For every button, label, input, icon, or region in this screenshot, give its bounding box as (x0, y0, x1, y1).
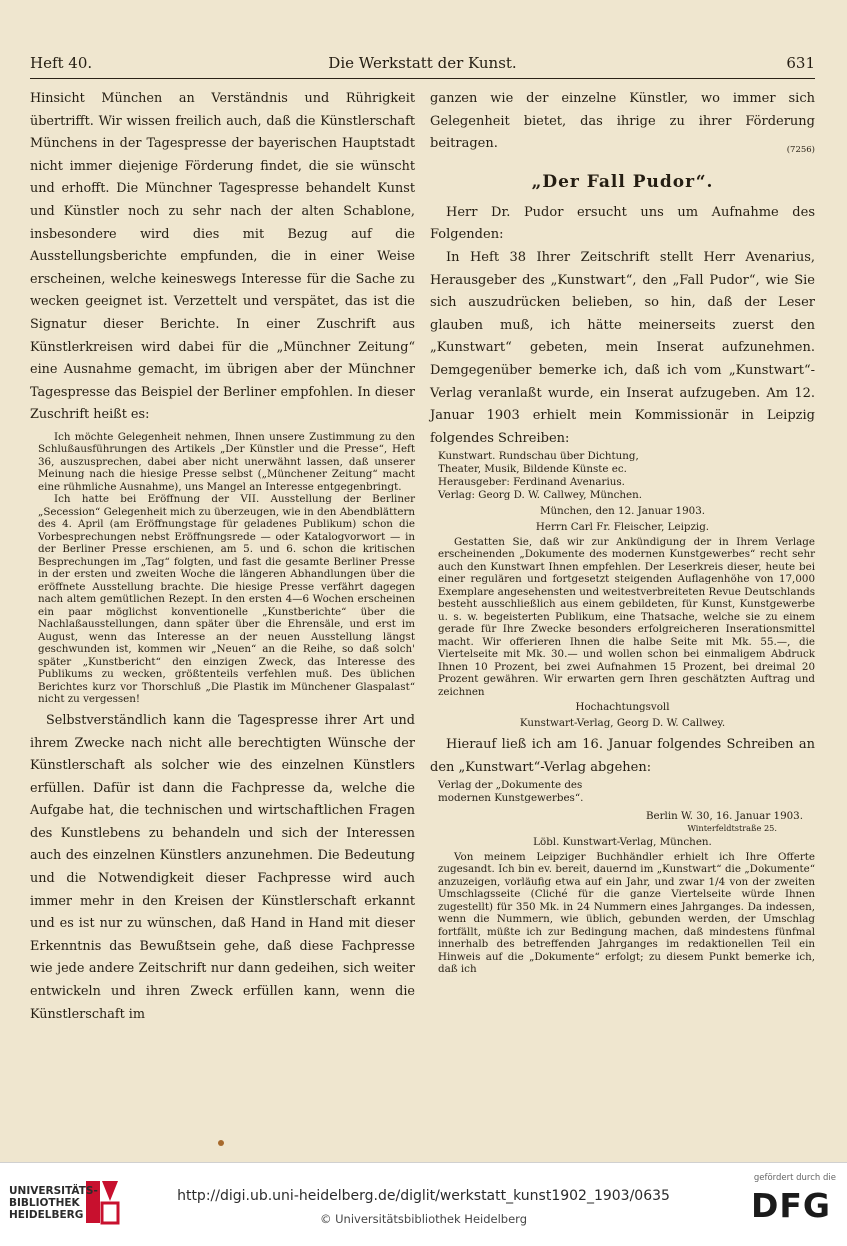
letterhead-line: Kunstwart. Rundschau über Dichtung, (438, 450, 639, 463)
letterhead (430, 450, 815, 501)
letter-closing: Hochachtungsvoll (575, 701, 670, 713)
issue-number: Heft 40. (30, 54, 93, 72)
library-name-line: HEIDELBERG (9, 1209, 84, 1221)
paragraph: Selbstverständlich kann die Tagespresse ihrer Art und ihrem Zwecke nach nicht alle berechtigten Wünsche der Künstlerschaft als solcher wie des einzelnen Künstlers erfüllen. Dafür ist dann die Fachpresse da, welche die Aufgabe hat, die technischen und wirtschaftlichen Fragen des Kunstlebens zu behandeln und sich der Interessen auch des einzelnen Künstlers anzunehmen. Die Bedeutung und die Notwendigkeit dieser Fachpresse wird auch immer mehr in den Kreisen der Künstlerschaft erkannt und es ist nur zu wünschen, daß Hand in Hand mit dieser Erkenntnis das Bewußtsein gehe, daß diese Fachpresse wie jede andere Zeitschrift nur dann gedeihen, sich weiter entwickeln und ihren Zweck erfüllen kann, wenn die Künstlerschaft im (30, 712, 415, 1022)
library-name-line: UNIVERSITÄTS- (9, 1185, 98, 1197)
letterhead-line: Herausgeber: Ferdinand Avenarius. (438, 475, 625, 488)
letter-date: München, den 12. Januar 1903. (539, 504, 706, 517)
left-column (30, 88, 415, 1026)
letter-signature: Kunstwart-Verlag, Georg D. W. Callwey. (519, 717, 726, 729)
page-number: 631 (786, 54, 815, 72)
funding-note: gefördert durch die (753, 1173, 836, 1183)
letter-date: Berlin W. 30, 16. Januar 1903. (645, 809, 803, 822)
letterhead-line: Verlag: Georg D. W. Callwey, München. (438, 488, 643, 501)
paragraph: Hinsicht München an Verständnis und Rührigkeit übertrifft. Wir wissen freilich auch, daß die Künstlerschaft Münchens in der Tagespresse der bayerischen Hauptstadt nicht immer diejenige Förderung findet, die sie wünscht und erhofft. Die Münchner Tagespresse behandelt Kunst und Künstler noch zu sehr nach der alten Schablone, insbesondere wird dies mit Bezug auf die Ausstellungsberichte empfunden, die in einer Weise erscheinen, welche keineswegs Interesse für die Sache zu wecken geeignet ist. Verzettelt und verspätet, das ist die Signatur dieser Berichte. In einer Zuschrift aus Künstlerkreisen wird dabei für die „Münchner Zeitung“ eine Ausnahme gemacht, im übrigen aber der Münchner Tagespresse das Beispiel der Berliner empfohlen. In dieser Zuschrift heißt es: (30, 91, 415, 423)
dfg-logo: DFG (750, 1186, 831, 1225)
quoted-letter-paragraph: Ich möchte Gelegenheit nehmen, Ihnen unsere Zustimmung zu den Schlußausführungen des Artikels „Der Künstler und die Presse“, Heft 36, auszusprechen, dabei aber nicht unerwähnt lassen, daß unserer Meinung nach die hiesige Presse selbst („Münchener Zeitung“ macht eine rühmliche Ausnahme), uns Mangel an Interesse entgegenbringt. (38, 430, 415, 493)
article-title: „Der Fall Pudor“. (531, 171, 714, 192)
paragraph-continued (430, 88, 815, 156)
right-column (430, 88, 815, 976)
ink-mark (218, 1140, 224, 1146)
letter-sender (430, 779, 815, 805)
header-rule (30, 78, 815, 79)
sender-line: Verlag der „Dokumente des (438, 779, 583, 792)
paragraph: In Heft 38 Ihrer Zeitschrift stellt Herr Avenarius, Herausgeber des „Kunstwart“, den „Fall Pudor“, wie Sie sich auszudrücken belieben, so hin, daß der Leser glauben muß, ich hätte meinerseits zuerst den „Kunstwart“ gebeten, mein Inserat aufzunehmen. Demgegenüber bemerke ich, daß ich vom „Kunstwart“-Verlag veranlaßt wurde, ein Inserat aufzugeben. Am 12. Januar 1903 erhielt mein Kommissionär in Leipzig folgendes Schreiben: (430, 249, 815, 446)
letter-addressee: Herrn Carl Fr. Fleischer, Leipzig. (535, 520, 710, 533)
letter-street: Winterfeldtstraße 25. (687, 822, 777, 833)
letter-body: Gestatten Sie, daß wir zur Ankündigung der in Ihrem Verlage erscheinenden „Dokumente des modernen Kunstgewerbes“ recht sehr auch den Kunstwart Ihnen empfehlen. Der Leserkreis dieser, heute bei einer regulären und fortgesetzt steigenden Auflagenhöhe von 17,000 Exemplare angesehensten und weitestverbreiteten Revue Deutschlands besteht ausschließlich aus einem gebildeten, für Kunst, Kunstgewerbe u. s. w. begeisterten Publikum, eine Thatsache, welche sie zu einem gerade für Ihre Zwecke besonders erfolgreicheren Inserationsmittel macht. Wir offerieren Ihnen die halbe Seite mit Mk. 55.—, die Viertelseite mit Mk. 30.— und wollen schon bei einmaligem Abdruck Ihnen 10 Prozent, bei zwei Aufnahmen 15 Prozent, bei dreimal 20 Prozent gewähren. Wir erwarten gern Ihren geschätzten Auftrag und zeichnen (438, 535, 815, 698)
letterhead-line: Theater, Musik, Bildende Künste ec. (438, 463, 627, 476)
library-name-line: BIBLIOTHEK (9, 1197, 80, 1209)
running-head (30, 54, 815, 78)
quoted-letter-paragraph: Ich hatte bei Eröffnung der VII. Ausstellung der Berliner „Secession“ Gelegenheit mich zu überzeugen, wie in den Abendblättern des 4. April (am Eröffnungstage für geladenes Publikum) schon die Vorbesprechungen nebst Eröffnungsrede — oder Katalogvorwort — in der Berliner Presse erschienen, am 5. und 6. schon die kritischen Besprechungen im „Tag“ folgten, und fast die gesamte Berliner Presse in der ersten und zweiten Woche die längeren Abhandlungen über die eröffnete Ausstellung brachte. Die hiesige Presse verfährt dagegen nach altem gemütlichen Rezept. In den ersten 4—6 Wochen erscheinen ein paar möglichst konventionelle „Kunstberichte“ über die Nachlaßausstellungen, dann später über die Ehrensäle, und erst im August, wenn das Interesse an der neuen Ausstellung längst geschwunden ist, kommen wir „Neuen“ an die Reihe, so daß solch' später „Kunstbericht“ den einzigen Zweck, das Interesse des Publikums zu wecken, größtenteils verfehlen muß. Des üblichen Berichtes kurz vor Thorschluß „Die Plastik im Münchener Glaspalast“ nicht zu vergessen! (38, 493, 415, 706)
sender-line: modernen Kunstgewerbes“. (438, 791, 584, 804)
paragraph: Hierauf ließ ich am 16. Januar folgendes Schreiben an den „Kunstwart“-Verlag abgehen: (430, 737, 815, 775)
continued-text: ganzen wie der einzelne Künstler, wo immer sich Gelegenheit bietet, das ihrige zu ihrer Förderung beitragen. (430, 91, 815, 152)
paragraph: Herr Dr. Pudor ersucht uns um Aufnahme des Folgenden: (430, 204, 815, 243)
letter-addressee: Löbl. Kunstwart-Verlag, München. (533, 835, 712, 848)
copyright-notice: © Universitätsbibliothek Heidelberg (319, 1212, 527, 1226)
digitization-footer (0, 1162, 847, 1246)
permalink-url[interactable]: http://digi.ub.uni-heidelberg.de/diglit/werkstatt_kunst1902_1903/0635 (177, 1188, 670, 1204)
article-tag: (7256) (786, 145, 815, 156)
letter-body: Von meinem Leipziger Buchhändler erhielt ich Ihre Offerte zugesandt. Ich bin ev. bereit, dauernd im „Kunstwart“ die „Dokumente“ anzuzeigen, vorläufig etwa auf ein Jahr, und zwar 1/4 von der zweiten Umschlagsseite (Cliché für die ganze Viertelseite würde Ihnen zugestellt) für 350 Mk. in 24 Nummern eines Jahrganges. Da indessen, wenn die Nummern, wie üblich, gebunden werden, der Umschlag fortfällt, müßte ich zur Bedingung machen, daß mindestens fünfmal innerhalb des betreffenden Jahrganges im redaktionellen Teil ein Hinweis auf die „Dokumente“ erfolgt; zu diesem Punkt bemerke ich, daß ich (438, 850, 815, 976)
journal-title: Die Werkstatt der Kunst. (328, 54, 517, 72)
